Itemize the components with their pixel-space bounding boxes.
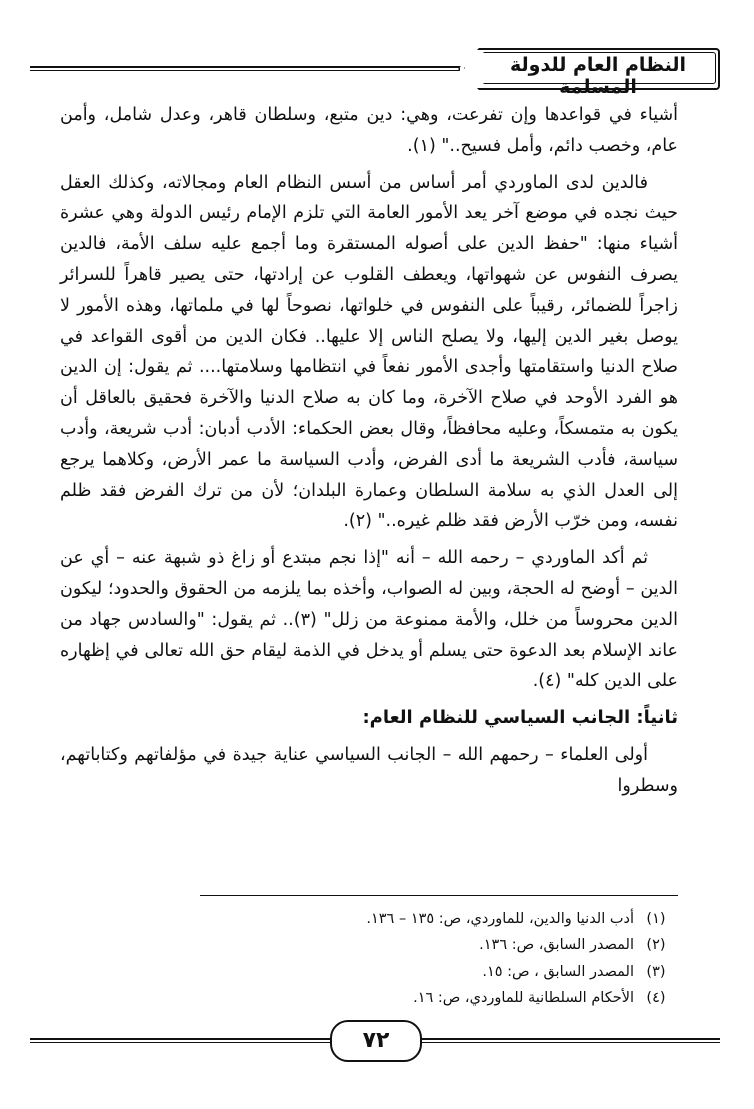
footnote-item (60, 932, 678, 958)
footnote-number: (١) (646, 911, 666, 927)
footnote-item (60, 959, 678, 985)
main-text (60, 100, 678, 802)
footnote-text: الأحكام السلطانية للماوردي، ص: ١٦. (413, 990, 634, 1007)
footnote-number: (٤) (646, 990, 666, 1007)
paragraph-2: فالدين لدى الماوردي أمر أساس من أسس النظام العام ومجالاته، وكذلك العقل حيث نجده في موضع آخر يعد الأمور العامة التي تلزم الإمام رئيس الدولة وهي عشرة أشياء منها: "حفظ الدين على أصوله المستقرة وما أجمع عليه سلف الأمة، فالدين يصرف النفوس عن شهواتها، ويعطف القلوب عن إرادتها، حتى يصير قاهراً للسرائر زاجراً للضمائر، رقيباً على النفوس في خلواتها، نصوحاً لها في ملماتها، وهذه الأمور لا يوصل بغير الدين إليها، ولا يصلح الناس إلا عليها.. فكان الدين من أقوى القواعد في صلاح الدنيا واستقامتها وأجدى الأمور نفعاً في انتظامها وسلامتها.... ثم يقول: إن الدين هو الفرد الأوحد في صلاح الآخرة، وما كان به صلاح الدنيا والآخرة فحقيق بالعاقل أن يكون به متمسكاً، وعليه محافظاً، وقال بعض الحكماء: الأدب أدبان: أدب شريعة، وأدب سياسة، فأدب الشريعة ما أدى الفرض، وأدب السياسة ما عمر الأرض، وكلاهما يرجع إلى العدل الذي به سلامة السلطان وعمارة البلدان؛ لأن من ترك الفرض فقد ظلم نفسه، ومن خرّب الأرض فقد ظلم غيره.." (٢). (60, 172, 678, 532)
footnotes (60, 906, 678, 1012)
page-footer (30, 1016, 720, 1066)
paragraph-4: أولى العلماء – رحمهم الله – الجانب السياسي عناية جيدة في مؤلفاتهم وكتاباتهم، وسطروا (60, 744, 678, 796)
footnote-separator (200, 895, 678, 896)
footnote-item (60, 985, 678, 1011)
page-number: ٧٢ (330, 1020, 422, 1062)
running-header (30, 44, 720, 98)
header-title: النظام العام للدولة المسلمة (510, 54, 686, 98)
section-heading: ثانياً: الجانب السياسي للنظام العام: (362, 707, 678, 729)
footnote-number: (٣) (646, 963, 666, 980)
footnote-text: المصدر السابق ، ص: ١٥. (482, 963, 634, 980)
paragraph-3: ثم أكد الماوردي – رحمه الله – أنه "إذا نجم مبتدع أو زاغ ذو شبهة عنه – أي عن الدين – أوضح له الحجة، وبين له الصواب، وأخذه بما يلزمه من الحقوق والحدود؛ ليكون الدين محروساً من خلل، والأمة ممنوعة من زلل" (٣).. ثم يقول: "والسادس جهاد من عاند الإسلام بعد الدعوة حتى يسلم أو يدخل في الذمة ليقام حق الله تعالى في إظهاره على الدين كله" (٤). (60, 548, 678, 692)
footnote-item (60, 906, 678, 932)
footnote-text: أدب الدنيا والدين، للماوردي، ص: ١٣٥ – ١٣٦. (366, 911, 634, 927)
footnote-text: المصدر السابق، ص: ١٣٦. (479, 937, 634, 954)
footnote-number: (٢) (646, 937, 666, 954)
paragraph-1: أشياء في قواعدها وإن تفرعت، وهي: دين متبع، وسلطان قاهر، وعدل شامل، وأمن عام، وخصب دائم، وأمل فسيح.." (١). (60, 105, 678, 156)
